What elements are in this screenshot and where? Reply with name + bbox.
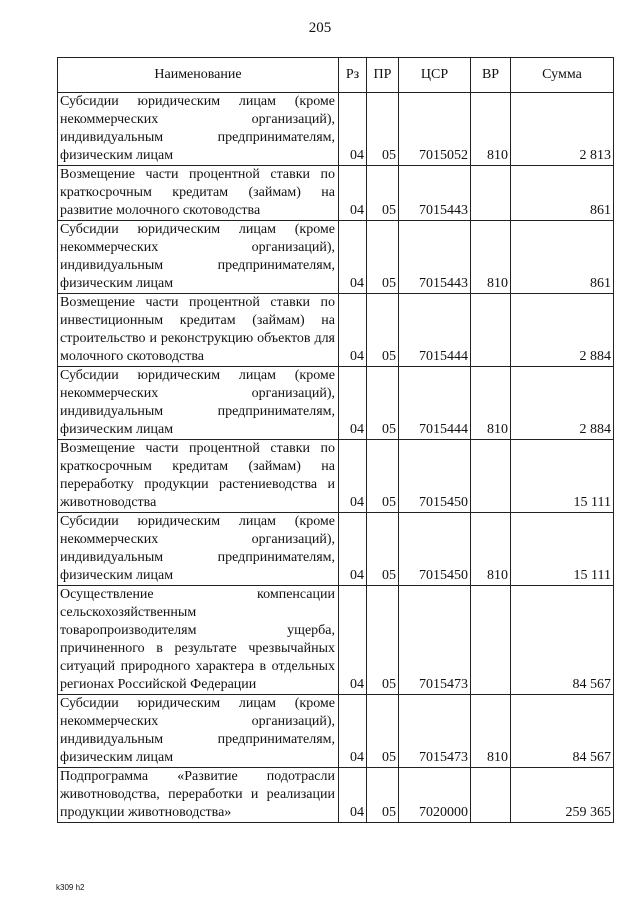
row-sum: 15 111 [511,513,614,586]
header-name: Наименование [58,58,339,93]
row-rz: 04 [339,367,367,440]
table-row [58,440,614,513]
table-row [58,586,614,695]
row-rz: 04 [339,440,367,513]
row-sum: 861 [511,166,614,221]
row-name: Возмещение части процентной ставки по краткосрочным кредитам (займам) на переработку продукции растениеводства и животноводства [58,440,339,513]
row-vr [471,440,511,513]
row-rz: 04 [339,166,367,221]
table-row [58,367,614,440]
footer-code: k309 h2 [56,883,85,892]
row-csr: 7015450 [399,440,471,513]
row-sum: 15 111 [511,440,614,513]
table-row [58,768,614,823]
row-sum: 2 884 [511,294,614,367]
row-rz: 04 [339,513,367,586]
row-name: Субсидии юридическим лицам (кроме некоммерческих организаций), индивидуальным предпринимателям, физическим лицам [58,513,339,586]
row-name: Субсидии юридическим лицам (кроме некоммерческих организаций), индивидуальным предпринимателям, физическим лицам [58,367,339,440]
header-csr: ЦСР [399,58,471,93]
row-vr: 810 [471,513,511,586]
row-vr: 810 [471,93,511,166]
row-pr: 05 [367,367,399,440]
row-csr: 7020000 [399,768,471,823]
row-vr [471,768,511,823]
header-pr: ПР [367,58,399,93]
row-csr: 7015473 [399,695,471,768]
row-rz: 04 [339,586,367,695]
table-header-row [58,58,614,93]
row-pr: 05 [367,513,399,586]
header-sum: Сумма [511,58,614,93]
row-csr: 7015473 [399,586,471,695]
table-row [58,294,614,367]
row-pr: 05 [367,166,399,221]
row-name: Субсидии юридическим лицам (кроме некоммерческих организаций), индивидуальным предпринимателям, физическим лицам [58,695,339,768]
table-row [58,695,614,768]
row-name: Возмещение части процентной ставки по краткосрочным кредитам (займам) на развитие молочного скотоводства [58,166,339,221]
row-name: Субсидии юридическим лицам (кроме некоммерческих организаций), индивидуальным предпринимателям, физическим лицам [58,93,339,166]
table-row [58,513,614,586]
row-name: Субсидии юридическим лицам (кроме некоммерческих организаций), индивидуальным предпринимателям, физическим лицам [58,221,339,294]
row-sum: 84 567 [511,586,614,695]
row-rz: 04 [339,695,367,768]
row-pr: 05 [367,440,399,513]
row-vr [471,166,511,221]
row-csr: 7015444 [399,367,471,440]
row-pr: 05 [367,695,399,768]
row-csr: 7015444 [399,294,471,367]
row-csr: 7015052 [399,93,471,166]
row-pr: 05 [367,221,399,294]
row-vr: 810 [471,695,511,768]
row-rz: 04 [339,768,367,823]
row-csr: 7015450 [399,513,471,586]
row-vr: 810 [471,367,511,440]
row-name: Подпрограмма «Развитие подотрасли животноводства, переработки и реализации продукции животноводства» [58,768,339,823]
row-pr: 05 [367,768,399,823]
row-csr: 7015443 [399,166,471,221]
row-vr [471,294,511,367]
row-name: Возмещение части процентной ставки по инвестиционным кредитам (займам) на строительство и реконструкцию объектов для молочного скотоводства [58,294,339,367]
budget-table [57,57,614,823]
row-sum: 259 365 [511,768,614,823]
row-csr: 7015443 [399,221,471,294]
row-sum: 84 567 [511,695,614,768]
row-pr: 05 [367,93,399,166]
row-pr: 05 [367,294,399,367]
table-row [58,93,614,166]
row-rz: 04 [339,93,367,166]
row-pr: 05 [367,586,399,695]
row-sum: 2 813 [511,93,614,166]
row-name: Осуществление компенсации сельскохозяйственным товаропроизводителям ущерба, причиненного в результате чрезвычайных ситуаций природного характера в отдельных регионах Российской Федерации [58,586,339,695]
row-vr [471,586,511,695]
row-rz: 04 [339,294,367,367]
header-rz: Рз [339,58,367,93]
row-vr: 810 [471,221,511,294]
row-sum: 861 [511,221,614,294]
row-sum: 2 884 [511,367,614,440]
row-rz: 04 [339,221,367,294]
table-row [58,166,614,221]
table-row [58,221,614,294]
page-number: 205 [308,20,332,36]
header-vr: ВР [471,58,511,93]
